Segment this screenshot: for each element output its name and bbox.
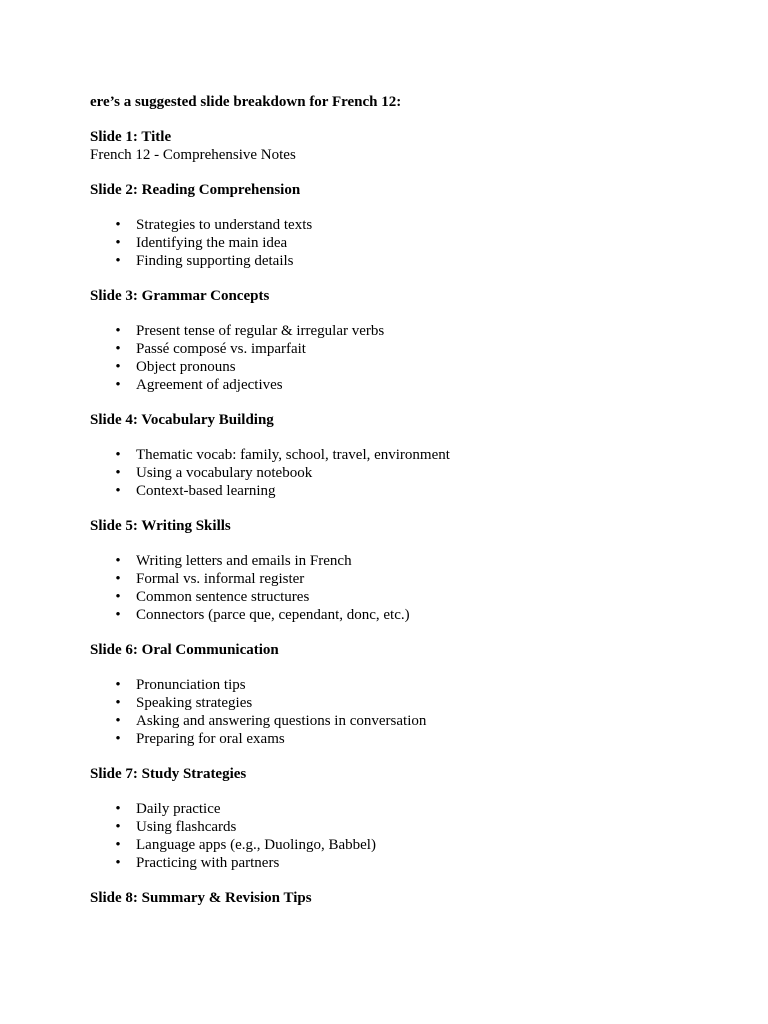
slide-title: Slide 7: Study Strategies <box>90 766 247 782</box>
list-item <box>90 588 730 606</box>
bullet-icon: • <box>115 465 121 481</box>
list-item-text: Connectors (parce que, cependant, donc, etc.) <box>136 607 410 623</box>
list-item-text: Formal vs. informal register <box>136 571 305 587</box>
bullet-icon: • <box>115 677 121 693</box>
slide-section-3 <box>90 287 730 394</box>
list-item-text: Strategies to understand texts <box>136 217 313 233</box>
list-item <box>90 464 730 482</box>
list-item <box>90 234 730 252</box>
list-item-text: Preparing for oral exams <box>136 731 285 747</box>
list-item-text: Object pronouns <box>136 359 236 375</box>
list-item <box>90 676 730 694</box>
bullet-icon: • <box>115 253 121 269</box>
list-item <box>90 322 730 340</box>
document-body <box>90 93 730 907</box>
slide-section-4 <box>90 411 730 500</box>
slide-section-1 <box>90 128 730 164</box>
list-item <box>90 358 730 376</box>
bullet-list <box>90 676 730 748</box>
list-item-text: Asking and answering questions in conversation <box>136 713 427 729</box>
list-item <box>90 854 730 872</box>
slide-section-7 <box>90 765 730 872</box>
list-item <box>90 252 730 270</box>
list-item-text: Practicing with partners <box>136 855 280 871</box>
bullet-icon: • <box>115 483 121 499</box>
list-item <box>90 730 730 748</box>
bullet-icon: • <box>115 217 121 233</box>
bullet-icon: • <box>115 731 121 747</box>
bullet-icon: • <box>115 607 121 623</box>
list-item <box>90 570 730 588</box>
list-item-text: Finding supporting details <box>136 253 294 269</box>
slide-title: Slide 8: Summary & Revision Tips <box>90 890 312 906</box>
slide-title: Slide 2: Reading Comprehension <box>90 182 301 198</box>
list-item-text: Using a vocabulary notebook <box>136 465 313 481</box>
slide-list <box>90 128 730 907</box>
list-item-text: Writing letters and emails in French <box>136 553 352 569</box>
slide-section-8 <box>90 889 730 907</box>
bullet-list <box>90 800 730 872</box>
list-item <box>90 552 730 570</box>
slide-title: Slide 1: Title <box>90 129 172 145</box>
list-item <box>90 482 730 500</box>
list-item <box>90 446 730 464</box>
list-item-text: Agreement of adjectives <box>136 377 283 393</box>
list-item <box>90 376 730 394</box>
bullet-list <box>90 216 730 270</box>
list-item-text: Identifying the main idea <box>136 235 288 251</box>
list-item <box>90 694 730 712</box>
slide-title: Slide 5: Writing Skills <box>90 518 231 534</box>
list-item-text: Language apps (e.g., Duolingo, Babbel) <box>136 837 376 853</box>
bullet-icon: • <box>115 447 121 463</box>
bullet-list <box>90 552 730 624</box>
list-item <box>90 216 730 234</box>
bullet-icon: • <box>115 377 121 393</box>
list-item <box>90 712 730 730</box>
bullet-icon: • <box>115 571 121 587</box>
slide-section-6 <box>90 641 730 748</box>
slide-title: Slide 6: Oral Communication <box>90 642 279 658</box>
list-item-text: Passé composé vs. imparfait <box>136 341 306 357</box>
list-item <box>90 800 730 818</box>
bullet-icon: • <box>115 553 121 569</box>
bullet-icon: • <box>115 235 121 251</box>
list-item-text: Using flashcards <box>136 819 237 835</box>
list-item <box>90 836 730 854</box>
bullet-icon: • <box>115 323 121 339</box>
bullet-icon: • <box>115 589 121 605</box>
bullet-list <box>90 322 730 394</box>
bullet-icon: • <box>115 713 121 729</box>
slide-section-2 <box>90 181 730 270</box>
list-item-text: Present tense of regular & irregular verbs <box>136 323 385 339</box>
list-item-text: Speaking strategies <box>136 695 253 711</box>
list-item-text: Context-based learning <box>136 483 276 499</box>
bullet-icon: • <box>115 341 121 357</box>
slide-title: Slide 3: Grammar Concepts <box>90 288 270 304</box>
list-item-text: Pronunciation tips <box>136 677 246 693</box>
list-item-text: Common sentence structures <box>136 589 310 605</box>
list-item <box>90 606 730 624</box>
list-item <box>90 340 730 358</box>
slide-section-5 <box>90 517 730 624</box>
slide-subtitle: French 12 - Comprehensive Notes <box>90 147 296 163</box>
slide-title: Slide 4: Vocabulary Building <box>90 412 274 428</box>
list-item <box>90 818 730 836</box>
bullet-list <box>90 446 730 500</box>
bullet-icon: • <box>115 855 121 871</box>
list-item-text: Thematic vocab: family, school, travel, environment <box>136 447 450 463</box>
bullet-icon: • <box>115 695 121 711</box>
intro-heading: ere’s a suggested slide breakdown for French 12: <box>90 94 402 110</box>
bullet-icon: • <box>115 359 121 375</box>
list-item-text: Daily practice <box>136 801 221 817</box>
bullet-icon: • <box>115 801 121 817</box>
bullet-icon: • <box>115 819 121 835</box>
bullet-icon: • <box>115 837 121 853</box>
